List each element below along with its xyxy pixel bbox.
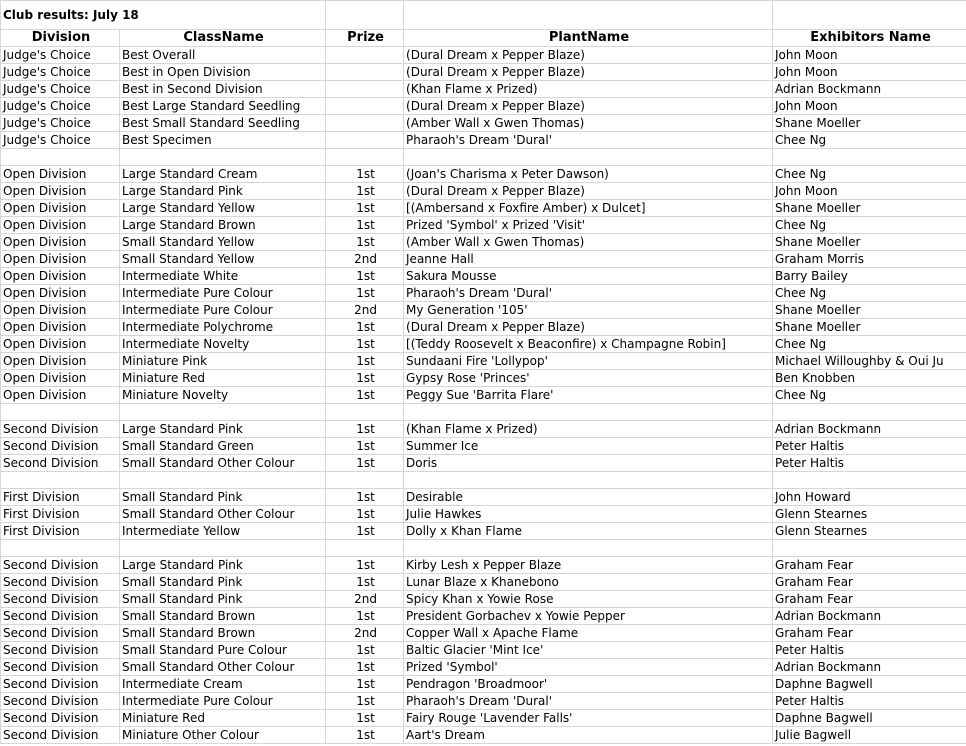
division-cell[interactable]: Open Division [1, 370, 120, 387]
prize-cell[interactable]: 1st [326, 710, 404, 727]
exhibitor-cell[interactable]: John Moon [773, 183, 966, 200]
prize-cell[interactable] [326, 115, 404, 132]
plant-name-cell[interactable]: (Amber Wall x Gwen Thomas) [404, 115, 773, 132]
exhibitor-cell[interactable]: Peter Haltis [773, 642, 966, 659]
class-name-cell[interactable]: Small Standard Other Colour [120, 659, 326, 676]
plant-name-cell[interactable]: Spicy Khan x Yowie Rose [404, 591, 773, 608]
division-cell[interactable]: Open Division [1, 183, 120, 200]
prize-cell[interactable]: 1st [326, 557, 404, 574]
prize-cell[interactable]: 1st [326, 421, 404, 438]
class-name-cell[interactable]: Miniature Red [120, 370, 326, 387]
prize-cell[interactable]: 1st [326, 285, 404, 302]
plant-name-cell[interactable]: (Khan Flame x Prized) [404, 81, 773, 98]
class-name-cell[interactable]: Small Standard Yellow [120, 234, 326, 251]
class-name-cell[interactable]: Large Standard Cream [120, 166, 326, 183]
division-cell[interactable]: Second Division [1, 625, 120, 642]
division-cell[interactable]: First Division [1, 489, 120, 506]
plant-name-cell[interactable] [404, 472, 773, 489]
table-row [1, 98, 966, 115]
exhibitor-cell[interactable]: Shane Moeller [773, 234, 966, 251]
title-cell[interactable] [1, 1, 326, 30]
prize-cell[interactable]: 2nd [326, 591, 404, 608]
table-row [1, 421, 966, 438]
division-cell[interactable]: Judge's Choice [1, 64, 120, 81]
division-cell[interactable]: Judge's Choice [1, 98, 120, 115]
division-cell[interactable]: Open Division [1, 353, 120, 370]
table-row [1, 727, 966, 744]
plant-name-cell[interactable]: (Joan's Charisma x Peter Dawson) [404, 166, 773, 183]
prize-cell[interactable]: 1st [326, 523, 404, 540]
plant-name-cell[interactable]: Lunar Blaze x Khanebono [404, 574, 773, 591]
plant-name-cell[interactable] [404, 540, 773, 557]
class-name-cell[interactable]: Large Standard Pink [120, 557, 326, 574]
prize-cell[interactable] [326, 540, 404, 557]
class-name-cell[interactable]: Small Standard Pink [120, 574, 326, 591]
division-cell[interactable]: Open Division [1, 166, 120, 183]
plant-name-cell[interactable]: Summer Ice [404, 438, 773, 455]
division-cell[interactable]: Second Division [1, 710, 120, 727]
table-row [1, 506, 966, 523]
class-name-cell[interactable]: Small Standard Pink [120, 489, 326, 506]
sheet-title: Club results: July 18 [3, 8, 139, 22]
table-row [1, 438, 966, 455]
division-cell[interactable]: Open Division [1, 268, 120, 285]
table-row [1, 370, 966, 387]
class-name-cell[interactable]: Best in Second Division [120, 81, 326, 98]
prize-cell[interactable]: 1st [326, 727, 404, 744]
division-cell[interactable]: Second Division [1, 727, 120, 744]
plant-name-cell[interactable]: (Khan Flame x Prized) [404, 421, 773, 438]
division-cell[interactable]: Open Division [1, 319, 120, 336]
column-header-plantname[interactable]: PlantName [404, 30, 773, 47]
table-row [1, 455, 966, 472]
prize-cell[interactable] [326, 472, 404, 489]
table-row [1, 591, 966, 608]
class-name-cell[interactable]: Intermediate Polychrome [120, 319, 326, 336]
exhibitor-cell[interactable]: Ben Knobben [773, 370, 966, 387]
exhibitor-cell[interactable]: Shane Moeller [773, 200, 966, 217]
exhibitor-cell[interactable]: Barry Bailey [773, 268, 966, 285]
prize-cell[interactable]: 1st [326, 642, 404, 659]
division-cell[interactable]: Second Division [1, 676, 120, 693]
exhibitor-cell[interactable]: Adrian Bockmann [773, 659, 966, 676]
table-row [1, 81, 966, 98]
prize-cell[interactable]: 1st [326, 217, 404, 234]
division-cell[interactable]: Open Division [1, 285, 120, 302]
plant-name-cell[interactable]: Aart's Dream [404, 727, 773, 744]
class-name-cell[interactable] [120, 149, 326, 166]
exhibitor-cell[interactable]: Peter Haltis [773, 438, 966, 455]
title-row [1, 1, 966, 30]
exhibitor-cell[interactable]: Graham Fear [773, 591, 966, 608]
prize-cell[interactable] [326, 98, 404, 115]
plant-name-cell[interactable]: Peggy Sue 'Barrita Flare' [404, 387, 773, 404]
column-header-prize[interactable]: Prize [326, 30, 404, 47]
prize-cell[interactable]: 1st [326, 693, 404, 710]
division-cell[interactable]: Open Division [1, 234, 120, 251]
division-cell[interactable]: Judge's Choice [1, 132, 120, 149]
class-name-cell[interactable]: Large Standard Pink [120, 183, 326, 200]
division-cell[interactable]: First Division [1, 523, 120, 540]
exhibitor-cell[interactable]: Chee Ng [773, 166, 966, 183]
prize-cell[interactable]: 1st [326, 336, 404, 353]
plant-name-cell[interactable]: Dolly x Khan Flame [404, 523, 773, 540]
class-name-cell[interactable]: Intermediate Pure Colour [120, 302, 326, 319]
exhibitor-cell[interactable]: Peter Haltis [773, 693, 966, 710]
prize-cell[interactable]: 1st [326, 353, 404, 370]
exhibitor-cell[interactable]: Daphne Bagwell [773, 710, 966, 727]
exhibitor-cell[interactable]: Adrian Bockmann [773, 81, 966, 98]
division-cell[interactable]: Second Division [1, 421, 120, 438]
division-cell[interactable] [1, 540, 120, 557]
table-row [1, 659, 966, 676]
prize-cell[interactable]: 1st [326, 489, 404, 506]
table-row [1, 353, 966, 370]
class-name-cell[interactable]: Small Standard Brown [120, 625, 326, 642]
sheet-body [1, 1, 966, 744]
division-cell[interactable]: Second Division [1, 438, 120, 455]
table-row [1, 710, 966, 727]
table-row [1, 336, 966, 353]
exhibitor-cell[interactable]: Glenn Stearnes [773, 506, 966, 523]
class-name-cell[interactable]: Intermediate Yellow [120, 523, 326, 540]
table-row [1, 642, 966, 659]
prize-cell[interactable]: 1st [326, 200, 404, 217]
plant-name-cell[interactable]: My Generation '105' [404, 302, 773, 319]
exhibitor-cell[interactable]: Daphne Bagwell [773, 676, 966, 693]
exhibitor-cell[interactable]: Chee Ng [773, 336, 966, 353]
division-cell[interactable]: First Division [1, 506, 120, 523]
prize-cell[interactable]: 2nd [326, 251, 404, 268]
plant-name-cell[interactable]: Doris [404, 455, 773, 472]
division-cell[interactable]: Open Division [1, 302, 120, 319]
division-cell[interactable]: Second Division [1, 642, 120, 659]
exhibitor-cell[interactable]: Julie Bagwell [773, 727, 966, 744]
class-name-cell[interactable]: Miniature Red [120, 710, 326, 727]
plant-name-cell[interactable]: (Amber Wall x Gwen Thomas) [404, 234, 773, 251]
class-name-cell[interactable]: Miniature Novelty [120, 387, 326, 404]
plant-name-cell[interactable]: Sakura Mousse [404, 268, 773, 285]
prize-cell[interactable]: 1st [326, 438, 404, 455]
exhibitor-cell[interactable]: Graham Fear [773, 574, 966, 591]
column-header-exhibitors-name[interactable]: Exhibitors Name [773, 30, 966, 47]
exhibitor-cell[interactable]: Graham Fear [773, 625, 966, 642]
exhibitor-cell[interactable]: Adrian Bockmann [773, 421, 966, 438]
exhibitor-cell[interactable]: John Moon [773, 64, 966, 81]
division-cell[interactable]: Judge's Choice [1, 47, 120, 64]
prize-cell[interactable] [326, 81, 404, 98]
prize-cell[interactable]: 1st [326, 319, 404, 336]
division-cell[interactable]: Judge's Choice [1, 81, 120, 98]
column-header-division[interactable]: Division [1, 30, 120, 47]
table-row [1, 268, 966, 285]
plant-name-cell[interactable]: Julie Hawkes [404, 506, 773, 523]
prize-cell[interactable]: 1st [326, 234, 404, 251]
division-cell[interactable]: Judge's Choice [1, 115, 120, 132]
plant-name-cell[interactable]: Gypsy Rose 'Princes' [404, 370, 773, 387]
prize-cell[interactable]: 1st [326, 659, 404, 676]
division-cell[interactable]: Second Division [1, 455, 120, 472]
prize-cell[interactable]: 1st [326, 455, 404, 472]
plant-name-cell[interactable]: Pharaoh's Dream 'Dural' [404, 693, 773, 710]
exhibitor-cell[interactable]: Glenn Stearnes [773, 523, 966, 540]
prize-cell[interactable]: 1st [326, 370, 404, 387]
exhibitor-cell[interactable] [773, 540, 966, 557]
exhibitor-cell[interactable]: Shane Moeller [773, 319, 966, 336]
class-name-cell[interactable]: Miniature Other Colour [120, 727, 326, 744]
exhibitor-cell[interactable]: Adrian Bockmann [773, 608, 966, 625]
class-name-cell[interactable]: Small Standard Pink [120, 591, 326, 608]
division-cell[interactable]: Second Division [1, 574, 120, 591]
plant-name-cell[interactable]: (Dural Dream x Pepper Blaze) [404, 64, 773, 81]
division-cell[interactable]: Open Division [1, 200, 120, 217]
table-row [1, 608, 966, 625]
empty-cell[interactable] [326, 1, 404, 30]
blank-row [1, 540, 966, 557]
empty-cell[interactable] [404, 1, 773, 30]
prize-cell[interactable]: 1st [326, 676, 404, 693]
exhibitor-cell[interactable]: John Moon [773, 98, 966, 115]
class-name-cell[interactable]: Intermediate Pure Colour [120, 693, 326, 710]
prize-cell[interactable]: 1st [326, 506, 404, 523]
plant-name-cell[interactable]: (Dural Dream x Pepper Blaze) [404, 47, 773, 64]
prize-cell[interactable]: 1st [326, 183, 404, 200]
class-name-cell[interactable] [120, 540, 326, 557]
exhibitor-cell[interactable]: Graham Morris [773, 251, 966, 268]
class-name-cell[interactable]: Small Standard Other Colour [120, 506, 326, 523]
class-name-cell[interactable]: Small Standard Yellow [120, 251, 326, 268]
plant-name-cell[interactable]: [(Teddy Roosevelt x Beaconfire) x Champagne Robin] [404, 336, 773, 353]
table-row [1, 47, 966, 64]
exhibitor-cell[interactable]: Shane Moeller [773, 302, 966, 319]
header-row [1, 30, 966, 47]
exhibitor-cell[interactable]: John Moon [773, 47, 966, 64]
exhibitor-cell[interactable] [773, 149, 966, 166]
class-name-cell[interactable]: Best Small Standard Seedling [120, 115, 326, 132]
prize-cell[interactable] [326, 132, 404, 149]
exhibitor-cell[interactable]: Shane Moeller [773, 115, 966, 132]
prize-cell[interactable]: 2nd [326, 625, 404, 642]
prize-cell[interactable]: 1st [326, 387, 404, 404]
prize-cell[interactable]: 1st [326, 268, 404, 285]
table-row [1, 319, 966, 336]
exhibitor-cell[interactable]: Peter Haltis [773, 455, 966, 472]
prize-cell[interactable] [326, 47, 404, 64]
prize-cell[interactable]: 1st [326, 608, 404, 625]
exhibitor-cell[interactable]: Chee Ng [773, 285, 966, 302]
division-cell[interactable] [1, 472, 120, 489]
class-name-cell[interactable]: Small Standard Brown [120, 608, 326, 625]
class-name-cell[interactable]: Intermediate Cream [120, 676, 326, 693]
prize-cell[interactable]: 1st [326, 166, 404, 183]
division-cell[interactable]: Second Division [1, 693, 120, 710]
prize-cell[interactable] [326, 404, 404, 421]
column-header-classname[interactable]: ClassName [120, 30, 326, 47]
class-name-cell[interactable] [120, 404, 326, 421]
prize-cell[interactable]: 1st [326, 574, 404, 591]
prize-cell[interactable] [326, 64, 404, 81]
exhibitor-cell[interactable]: Graham Fear [773, 557, 966, 574]
plant-name-cell[interactable]: Pendragon 'Broadmoor' [404, 676, 773, 693]
table-row [1, 489, 966, 506]
plant-name-cell[interactable]: Prized 'Symbol' [404, 659, 773, 676]
plant-name-cell[interactable]: (Dural Dream x Pepper Blaze) [404, 98, 773, 115]
class-name-cell[interactable]: Best Large Standard Seedling [120, 98, 326, 115]
plant-name-cell[interactable] [404, 404, 773, 421]
plant-name-cell[interactable] [404, 149, 773, 166]
class-name-cell[interactable]: Best in Open Division [120, 64, 326, 81]
table-row [1, 217, 966, 234]
table-row [1, 387, 966, 404]
plant-name-cell[interactable]: Fairy Rouge 'Lavender Falls' [404, 710, 773, 727]
division-cell[interactable]: Open Division [1, 251, 120, 268]
blank-row [1, 404, 966, 421]
plant-name-cell[interactable]: Jeanne Hall [404, 251, 773, 268]
exhibitor-cell[interactable]: Michael Willoughby & Oui Ju [773, 353, 966, 370]
blank-row [1, 149, 966, 166]
blank-row [1, 472, 966, 489]
prize-cell[interactable] [326, 149, 404, 166]
table-row [1, 693, 966, 710]
table-row [1, 166, 966, 183]
prize-cell[interactable]: 2nd [326, 302, 404, 319]
class-name-cell[interactable]: Small Standard Pure Colour [120, 642, 326, 659]
table-row [1, 676, 966, 693]
exhibitor-cell[interactable]: Chee Ng [773, 217, 966, 234]
plant-name-cell[interactable]: (Dural Dream x Pepper Blaze) [404, 319, 773, 336]
table-row [1, 285, 966, 302]
class-name-cell[interactable]: Small Standard Green [120, 438, 326, 455]
plant-name-cell[interactable]: Baltic Glacier 'Mint Ice' [404, 642, 773, 659]
table-row [1, 234, 966, 251]
table-row [1, 183, 966, 200]
table-row [1, 574, 966, 591]
division-cell[interactable]: Open Division [1, 217, 120, 234]
class-name-cell[interactable]: Small Standard Other Colour [120, 455, 326, 472]
class-name-cell[interactable]: Best Overall [120, 47, 326, 64]
plant-name-cell[interactable]: Copper Wall x Apache Flame [404, 625, 773, 642]
plant-name-cell[interactable]: Desirable [404, 489, 773, 506]
plant-name-cell[interactable]: Sundaani Fire 'Lollypop' [404, 353, 773, 370]
empty-cell[interactable] [773, 1, 966, 30]
table-row [1, 132, 966, 149]
table-row [1, 302, 966, 319]
class-name-cell[interactable] [120, 472, 326, 489]
exhibitor-cell[interactable] [773, 404, 966, 421]
exhibitor-cell[interactable]: John Howard [773, 489, 966, 506]
table-row [1, 200, 966, 217]
plant-name-cell[interactable]: (Dural Dream x Pepper Blaze) [404, 183, 773, 200]
class-name-cell[interactable]: Miniature Pink [120, 353, 326, 370]
plant-name-cell[interactable]: Pharaoh's Dream 'Dural' [404, 285, 773, 302]
division-cell[interactable]: Second Division [1, 557, 120, 574]
division-cell[interactable]: Second Division [1, 659, 120, 676]
exhibitor-cell[interactable] [773, 472, 966, 489]
division-cell[interactable]: Second Division [1, 608, 120, 625]
plant-name-cell[interactable]: Prized 'Symbol' x Prized 'Visit' [404, 217, 773, 234]
exhibitor-cell[interactable]: Chee Ng [773, 387, 966, 404]
class-name-cell[interactable]: Intermediate White [120, 268, 326, 285]
plant-name-cell[interactable]: President Gorbachev x Yowie Pepper [404, 608, 773, 625]
table-row [1, 64, 966, 81]
division-cell[interactable] [1, 149, 120, 166]
class-name-cell[interactable]: Intermediate Novelty [120, 336, 326, 353]
class-name-cell[interactable]: Best Specimen [120, 132, 326, 149]
division-cell[interactable]: Second Division [1, 591, 120, 608]
table-row [1, 557, 966, 574]
plant-name-cell[interactable]: Kirby Lesh x Pepper Blaze [404, 557, 773, 574]
class-name-cell[interactable]: Large Standard Yellow [120, 200, 326, 217]
class-name-cell[interactable]: Intermediate Pure Colour [120, 285, 326, 302]
plant-name-cell[interactable]: [(Ambersand x Foxfire Amber) x Dulcet] [404, 200, 773, 217]
division-cell[interactable]: Open Division [1, 336, 120, 353]
table-row [1, 625, 966, 642]
table-row [1, 523, 966, 540]
plant-name-cell[interactable]: Pharaoh's Dream 'Dural' [404, 132, 773, 149]
class-name-cell[interactable]: Large Standard Pink [120, 421, 326, 438]
exhibitor-cell[interactable]: Chee Ng [773, 132, 966, 149]
division-cell[interactable] [1, 404, 120, 421]
table-row [1, 251, 966, 268]
class-name-cell[interactable]: Large Standard Brown [120, 217, 326, 234]
table-row [1, 115, 966, 132]
division-cell[interactable]: Open Division [1, 387, 120, 404]
